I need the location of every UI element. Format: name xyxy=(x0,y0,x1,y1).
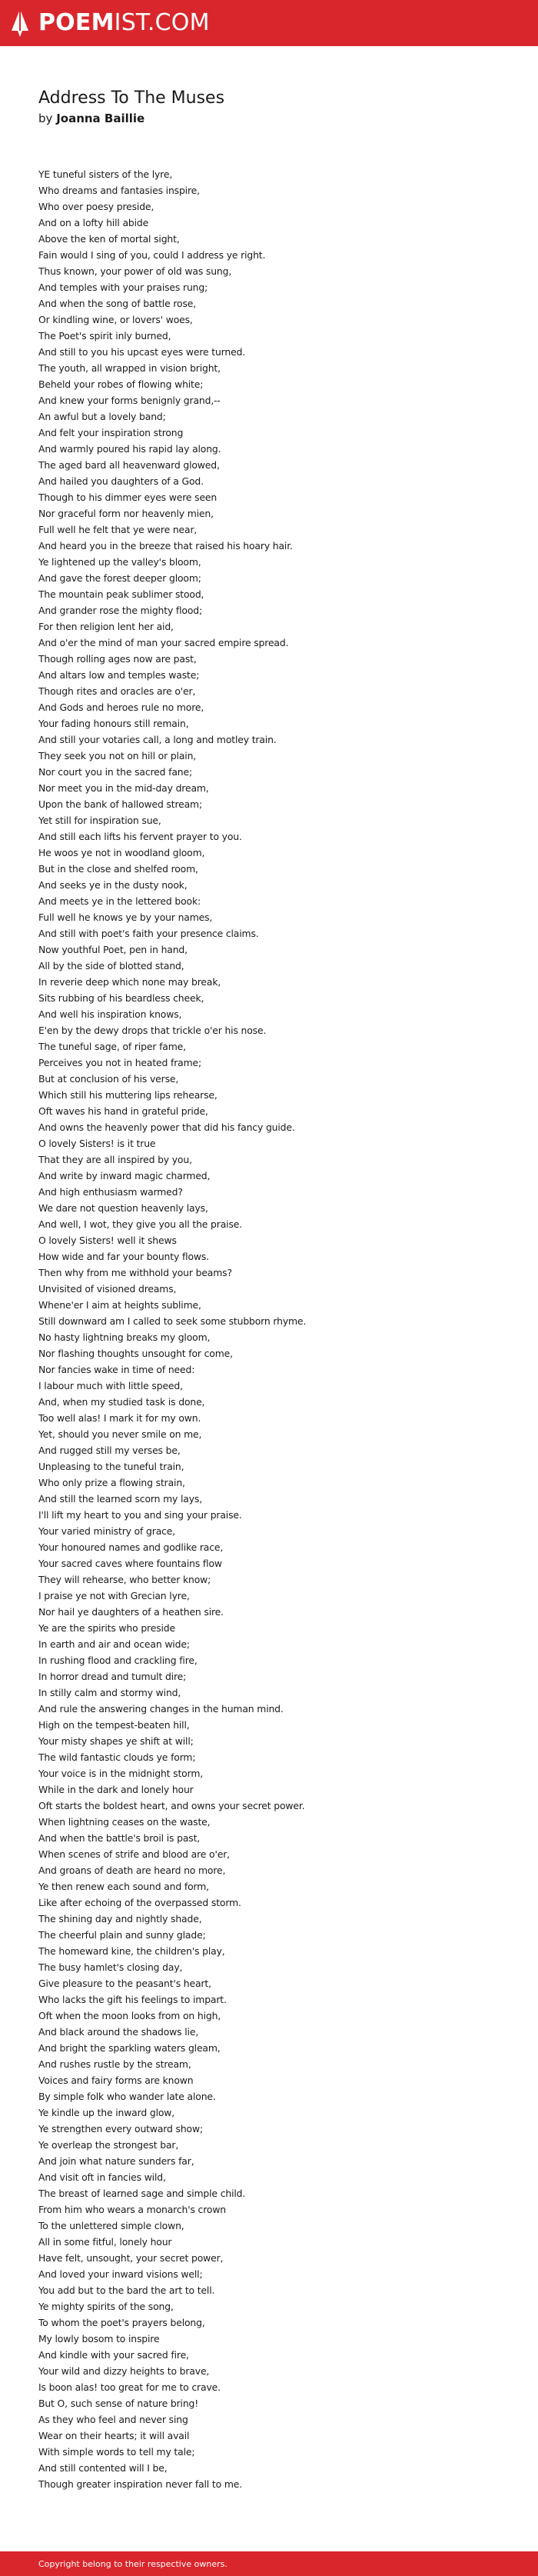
poem-line: As they who feel and never sing xyxy=(38,2414,188,2425)
poem-line: Though rolling ages now are past, xyxy=(38,653,197,665)
site-header xyxy=(0,0,538,46)
copyright-notice: Copyright belong to their respective owners. xyxy=(38,2558,227,2569)
poem-line: The cheerful plain and sunny glade; xyxy=(38,1929,206,1941)
poem-line: We dare not question heavenly lays, xyxy=(38,1202,208,1214)
quill-pen-icon xyxy=(8,8,32,38)
poem-line: And well his inspiration knows, xyxy=(38,1008,182,1020)
poem-line: But at conclusion of his verse, xyxy=(38,1073,179,1085)
poem-line: And high enthusiasm warmed? xyxy=(38,1186,183,1198)
poem-line: And gave the forest deeper gloom; xyxy=(38,572,201,584)
poem-line: The busy hamlet's closing day, xyxy=(38,1961,183,1973)
poem-line: And still to you his upcast eyes were turned. xyxy=(38,346,246,358)
poem-line: High on the tempest-beaten hill, xyxy=(38,1719,190,1731)
site-logo[interactable] xyxy=(8,8,210,38)
poem-line: Your wild and dizzy heights to brave, xyxy=(38,2365,210,2377)
poem-line: Who dreams and fantasies inspire, xyxy=(38,185,200,196)
poem-line: And loved your inward visions well; xyxy=(38,2268,203,2280)
poem-line: While in the dark and lonely hour xyxy=(38,1784,194,1795)
poem-line: And still each lifts his fervent prayer to you. xyxy=(38,831,242,842)
poem-line: And felt your inspiration strong xyxy=(38,427,184,438)
poem-line: And rugged still my verses be, xyxy=(38,1445,181,1456)
poem-line: In rushing flood and crackling fire, xyxy=(38,1655,198,1666)
poem-line: E'en by the dewy drops that trickle o'er his nose. xyxy=(38,1025,267,1036)
byline xyxy=(38,111,224,126)
poem-line: All by the side of blotted stand, xyxy=(38,960,184,971)
poem-line: And write by inward magic charmed, xyxy=(38,1170,211,1181)
poem-line: And altars low and temples waste; xyxy=(38,669,200,681)
poem-line: And join what nature sunders far, xyxy=(38,2155,194,2167)
poem-line: In horror dread and tumult dire; xyxy=(38,1671,187,1682)
poem-line: Ye mighty spirits of the song, xyxy=(38,2301,174,2312)
poem-line: And groans of death are heard no more, xyxy=(38,1865,226,1876)
poem-line: Full well he felt that ye were near, xyxy=(38,524,198,535)
poem-line: Your voice is in the midnight storm, xyxy=(38,1768,204,1779)
poem-line: Perceives you not in heated frame; xyxy=(38,1057,202,1068)
poem-line: When lightning ceases on the waste, xyxy=(38,1816,211,1828)
poem-line: Then why from me withhold your beams? xyxy=(38,1267,232,1278)
poem-line: Nor hail ye daughters of a heathen sire. xyxy=(38,1606,224,1618)
poem-line: The shining day and nightly shade, xyxy=(38,1913,202,1925)
poem-line: The youth, all wrapped in vision bright, xyxy=(38,362,221,374)
poem-line: Your varied ministry of grace, xyxy=(38,1525,176,1537)
poem-line: In earth and air and ocean wide; xyxy=(38,1638,190,1650)
poem-line: And still your votaries call, a long and motley train. xyxy=(38,734,277,745)
poem-line: And temples with your praises rung; xyxy=(38,282,208,293)
poem-line: By simple folk who wander late alone. xyxy=(38,2091,216,2102)
poem-line: Unvisited of visioned dreams, xyxy=(38,1283,177,1295)
poem-line: And black around the shadows lie, xyxy=(38,2026,199,2038)
poem-line: And still contented will I be, xyxy=(38,2462,168,2474)
poem-line: And still the learned scorn my lays, xyxy=(38,1493,203,1505)
poem-line: And rushes rustle by the stream, xyxy=(38,2058,191,2070)
poem-line: And Gods and heroes rule no more, xyxy=(38,701,204,713)
site-footer xyxy=(0,2551,538,2576)
poem-line: In stilly calm and stormy wind, xyxy=(38,1687,181,1698)
poem-line: And o'er the mind of man your sacred empire spread. xyxy=(38,637,289,648)
poem-header xyxy=(38,88,224,126)
poem-line: And, when my studied task is done, xyxy=(38,1396,205,1408)
poem-line: Still downward am I called to seek some stubborn rhyme. xyxy=(38,1315,307,1327)
poem-line: The breast of learned sage and simple child. xyxy=(38,2188,246,2199)
poem-line: Ye kindle up the inward glow, xyxy=(38,2107,175,2118)
poem-line: That they are all inspired by you, xyxy=(38,1154,192,1165)
poem-line: Nor meet you in the mid-day dream, xyxy=(38,782,209,794)
poem-line: Your misty shapes ye shift at will; xyxy=(38,1735,194,1747)
poem-line: Or kindling wine, or lovers' woes, xyxy=(38,314,193,325)
poem-line: Sits rubbing of his beardless cheek, xyxy=(38,992,204,1004)
poem-line: But O, such sense of nature bring! xyxy=(38,2398,199,2409)
poem-line: He woos ye not in woodland gloom, xyxy=(38,847,205,858)
poem-line: I praise ye not with Grecian lyre, xyxy=(38,1590,190,1601)
poem-line: Yet, should you never smile on me, xyxy=(38,1428,202,1440)
poem-line: Like after echoing of the overpassed storm. xyxy=(38,1897,241,1908)
poem-line: To whom the poet's prayers belong, xyxy=(38,2317,205,2328)
poem-line: Nor court you in the sacred fane; xyxy=(38,766,192,778)
poem-line: Too well alas! I mark it for my own. xyxy=(38,1412,201,1424)
poem-line: And visit oft in fancies wild, xyxy=(38,2171,166,2183)
poem-line: And when the battle's broil is past, xyxy=(38,1832,201,1844)
poem-line: Which still his muttering lips rehearse, xyxy=(38,1089,218,1101)
poem-line: And rule the answering changes in the human mind. xyxy=(38,1703,284,1715)
poem-line: When scenes of strife and blood are o'er, xyxy=(38,1848,230,1860)
poem-line: All in some fitful, lonely hour xyxy=(38,2236,172,2248)
poem-line: Thus known, your power of old was sung, xyxy=(38,265,232,277)
poem-line: O lovely Sisters! is it true xyxy=(38,1138,156,1149)
poem-line: Beheld your robes of flowing white; xyxy=(38,378,204,390)
poem-line: And seeks ye in the dusty nook, xyxy=(38,879,188,891)
poem-line: Though to his dimmer eyes were seen xyxy=(38,492,218,503)
poem-line: Oft starts the boldest heart, and owns your secret power. xyxy=(38,1800,305,1811)
poem-line: You add but to the bard the art to tell. xyxy=(38,2284,215,2296)
poem-line: Ye overleap the strongest bar, xyxy=(38,2139,179,2151)
poem-line: They seek you not on hill or plain, xyxy=(38,750,197,761)
poem-line: Though rites and oracles are o'er, xyxy=(38,685,196,697)
poem-line: Nor graceful form nor heavenly mien, xyxy=(38,508,214,519)
poem-line: Now youthful Poet, pen in hand, xyxy=(38,944,188,955)
poem-line: And kindle with your sacred fire, xyxy=(38,2349,189,2361)
poem-line: How wide and far your bounty flows. xyxy=(38,1251,209,1262)
poem-line: The homeward kine, the children's play, xyxy=(38,1945,225,1957)
poem-line: The tuneful sage, of riper fame, xyxy=(38,1041,186,1052)
poem-line: Who only prize a flowing strain, xyxy=(38,1477,185,1488)
poem-line: Wear on their hearts; it will avail xyxy=(38,2430,190,2441)
poem-line: Above the ken of mortal sight, xyxy=(38,233,180,245)
poem-line: The mountain peak sublimer stood, xyxy=(38,588,204,600)
poem-line: An awful but a lovely band; xyxy=(38,411,166,422)
poem-line: In reverie deep which none may break, xyxy=(38,976,221,988)
poem-line: And bright the sparkling waters gleam, xyxy=(38,2042,221,2054)
poem-line: Who lacks the gift his feelings to impart. xyxy=(38,1994,227,2005)
poem-line: Give pleasure to the peasant's heart, xyxy=(38,1978,211,1989)
poem-line: Upon the bank of hallowed stream; xyxy=(38,798,203,810)
poem-line: YE tuneful sisters of the lyre, xyxy=(38,168,173,180)
poem-line: And well, I wot, they give you all the praise. xyxy=(38,1218,243,1230)
poem-line: The wild fantastic clouds ye form; xyxy=(38,1751,196,1763)
poem-line: Ye are the spirits who preside xyxy=(38,1622,175,1634)
poem-line: Full well he knows ye by your names, xyxy=(38,911,213,923)
poem-body xyxy=(38,166,515,2492)
poem-line: But in the close and shelfed room, xyxy=(38,863,198,875)
poem-line: No hasty lightning breaks my gloom, xyxy=(38,1331,211,1343)
poem-line: Oft when the moon looks from on high, xyxy=(38,2010,221,2021)
poem-line: With simple words to tell my tale; xyxy=(38,2446,195,2458)
poem-line: And meets ye in the lettered book: xyxy=(38,895,201,907)
poem-line: Have felt, unsought, your secret power, xyxy=(38,2252,224,2264)
poem-line: I'll lift my heart to you and sing your praise. xyxy=(38,1509,242,1521)
poem-line: My lowly bosom to inspire xyxy=(38,2333,160,2344)
poem-line: From him who wears a monarch's crown xyxy=(38,2204,227,2215)
poem-line: Nor flashing thoughts unsought for come, xyxy=(38,1348,233,1359)
poem-line: Your sacred caves where fountains flow xyxy=(38,1558,222,1569)
poem-line: For then religion lent her aid, xyxy=(38,621,174,632)
poem-title: Address To The Muses xyxy=(38,88,225,108)
poem-line: And on a lofty hill abide xyxy=(38,217,149,228)
poem-line: They will rehearse, who better know; xyxy=(38,1574,211,1585)
by-label: by xyxy=(38,112,53,125)
poem-line: Ye strengthen every outward show; xyxy=(38,2123,203,2134)
poem-line: Yet still for inspiration sue, xyxy=(38,815,161,826)
poem-line: And heard you in the breeze that raised his hoary hair. xyxy=(38,540,293,552)
poem-line: And still with poet's faith your presence claims. xyxy=(38,928,259,939)
author-name[interactable]: Joanna Baillie xyxy=(56,112,145,125)
poem-line: The aged bard all heavenward glowed, xyxy=(38,459,220,471)
poem-line: Unpleasing to the tuneful train, xyxy=(38,1461,184,1472)
poem-line: And hailed you daughters of a God. xyxy=(38,475,204,487)
poem-line: I labour much with little speed, xyxy=(38,1380,183,1391)
poem-line: Nor fancies wake in time of need: xyxy=(38,1364,195,1375)
poem-line: And when the song of battle rose, xyxy=(38,298,197,309)
poem-line: Your fading honours still remain, xyxy=(38,718,189,729)
poem-line: And warmly poured his rapid lay along. xyxy=(38,443,221,455)
poem-line: Who over poesy preside, xyxy=(38,201,154,212)
poem-line: O lovely Sisters! well it shews xyxy=(38,1235,177,1246)
poem-line: And owns the heavenly power that did his fancy guide. xyxy=(38,1121,295,1133)
poem-line: And grander rose the mighty flood; xyxy=(38,605,203,616)
poem-line: Ye then renew each sound and form, xyxy=(38,1881,209,1892)
poem-line: Though greater inspiration never fall to me. xyxy=(38,2478,243,2490)
poem-line: Is boon alas! too great for me to crave. xyxy=(38,2381,221,2393)
poem-line: Your honoured names and godlike race, xyxy=(38,1541,224,1553)
poem-line: Fain would I sing of you, could I address ye right. xyxy=(38,249,266,261)
site-logo-text xyxy=(38,9,210,36)
poem-line: To the unlettered simple clown, xyxy=(38,2220,184,2231)
poem-line: Ye lightened up the valley's bloom, xyxy=(38,556,201,568)
poem-line: Oft waves his hand in grateful pride, xyxy=(38,1105,208,1117)
poem-line: Whene'er I aim at heights sublime, xyxy=(38,1299,201,1311)
poem-line: The Poet's spirit inly burned, xyxy=(38,330,171,342)
site-name-bold: POEM xyxy=(38,9,115,36)
poem-line: And knew your forms benignly grand,-- xyxy=(38,395,221,406)
poem-line: Voices and fairy forms are known xyxy=(38,2074,194,2086)
site-name-light: IST.COM xyxy=(114,9,210,36)
